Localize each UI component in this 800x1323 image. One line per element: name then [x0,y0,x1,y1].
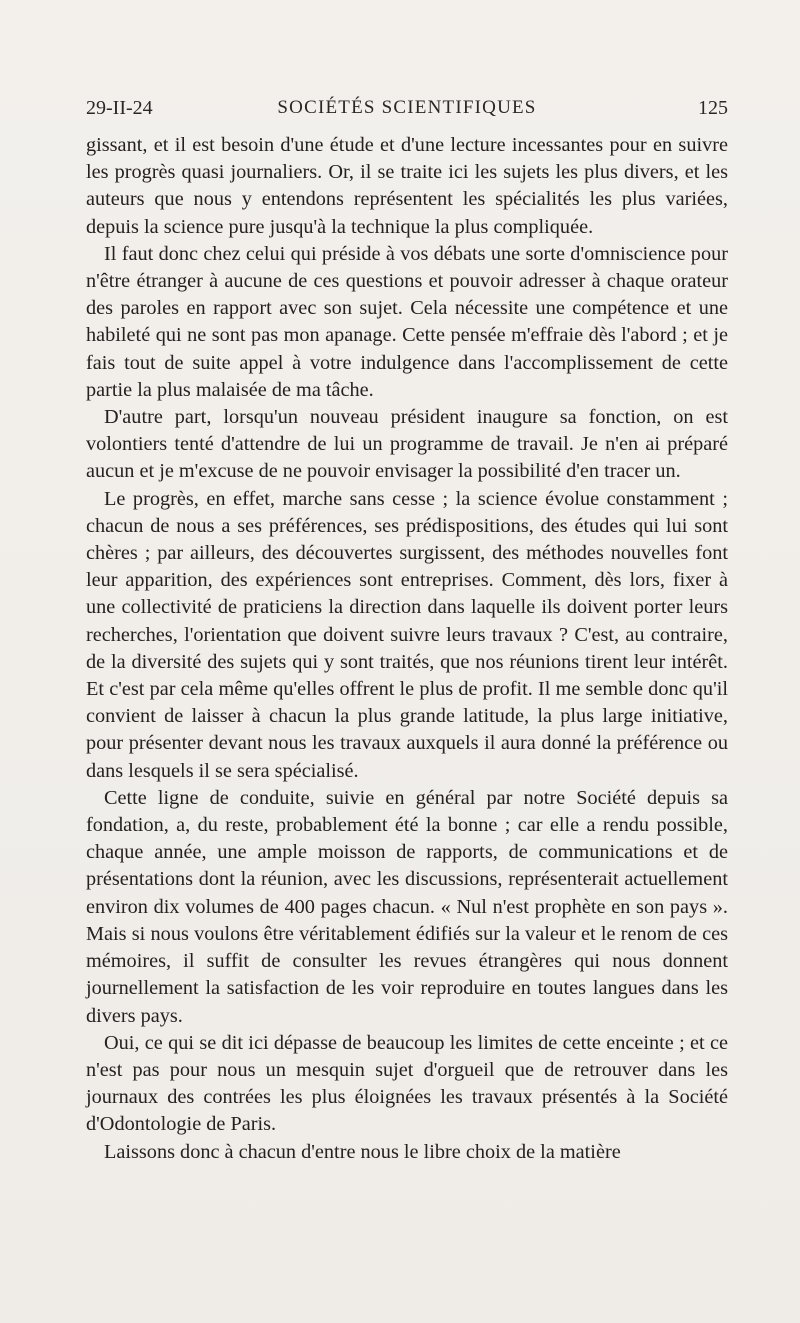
page-number: 125 [698,97,728,119]
paragraph-4: Le progrès, en effet, marche sans cesse ; la science évolue constamment ; chacun de nous a ses préférences, ses prédispositions, des études qui lui sont chères ; par ailleurs, des découvertes surgissent, des méthodes nouvelles font leur apparition, des expériences sont entreprises. Comment, dès lors, fixer à une collectivité de praticiens la direction dans laquelle ils doivent porter leurs recherches, l'orientation que doivent suivre leurs travaux ? C'est, au contraire, de la diversité des sujets qui y sont traités, que nos réunions tirent leur intérêt. Et c'est par cela même qu'elles offrent le plus de profit. Il me semble donc qu'il convient de laisser à chacun la plus grande latitude, la plus large initiative, pour présenter devant nous les travaux auxquels il aura donné la préférence ou dans lesquels il se sera spécialisé. [86,487,728,782]
header-title: SOCIÉTÉS SCIENTIFIQUES [277,97,537,118]
running-header [86,97,728,127]
paragraph-5: Cette ligne de conduite, suivie en général par notre Société depuis sa fondation, a, du reste, probablement été la bonne ; car elle a rendu possible, chaque année, une ample moisson de rapports, de communications et de présentations dont la réunion, avec les discussions, représenterait actuellement environ dix volumes de 400 pages chacun. « Nul n'est prophète en son pays ». Mais si nous voulons être véritablement édifiés sur la valeur et le renom de ces mémoires, il suffit de consulter les revues étrangères qui nous donnent journellement la satisfaction de les voir reproduire en toutes langues dans les divers pays. [86,786,728,1027]
paragraph-1: gissant, et il est besoin d'une étude et d'une lecture incessantes pour en suivre les progrès quasi journaliers. Or, il se traite ici les sujets les plus divers, et les auteurs que nous y entendons représentent les spécialités les plus variées, depuis la science pure jusqu'à la technique la plus compliquée. [86,134,728,238]
header-date: 29-II-24 [86,97,153,119]
paragraph-6: Oui, ce qui se dit ici dépasse de beaucoup les limites de cette enceinte ; et ce n'est pas pour nous un mesquin sujet d'orgueil que de retrouver dans les journaux des contrées les plus éloignées les travaux présentés à la Société d'Odontologie de Paris. [86,1031,728,1136]
body-text [86,132,728,1166]
paragraph-3: D'autre part, lorsqu'un nouveau président inaugure sa fonction, on est volontiers tenté d'attendre de lui un programme de travail. Je n'en ai préparé aucun et je m'excuse de ne pouvoir envisager la possibilité d'en tracer un. [86,406,728,483]
paragraph-2: Il faut donc chez celui qui préside à vos débats une sorte d'omniscience pour n'être étranger à aucune de ces questions et pouvoir adresser à chaque orateur des paroles en rapport avec son sujet. Cela nécessite une compétence et une habileté qui ne sont pas mon apanage. Cette pensée m'effraie dès l'abord ; et je fais tout de suite appel à votre indulgence dans l'accomplissement de cette partie la plus malaisée de ma tâche. [86,242,728,401]
paragraph-7: Laissons donc à chacun d'entre nous le libre choix de la matière [104,1140,621,1163]
